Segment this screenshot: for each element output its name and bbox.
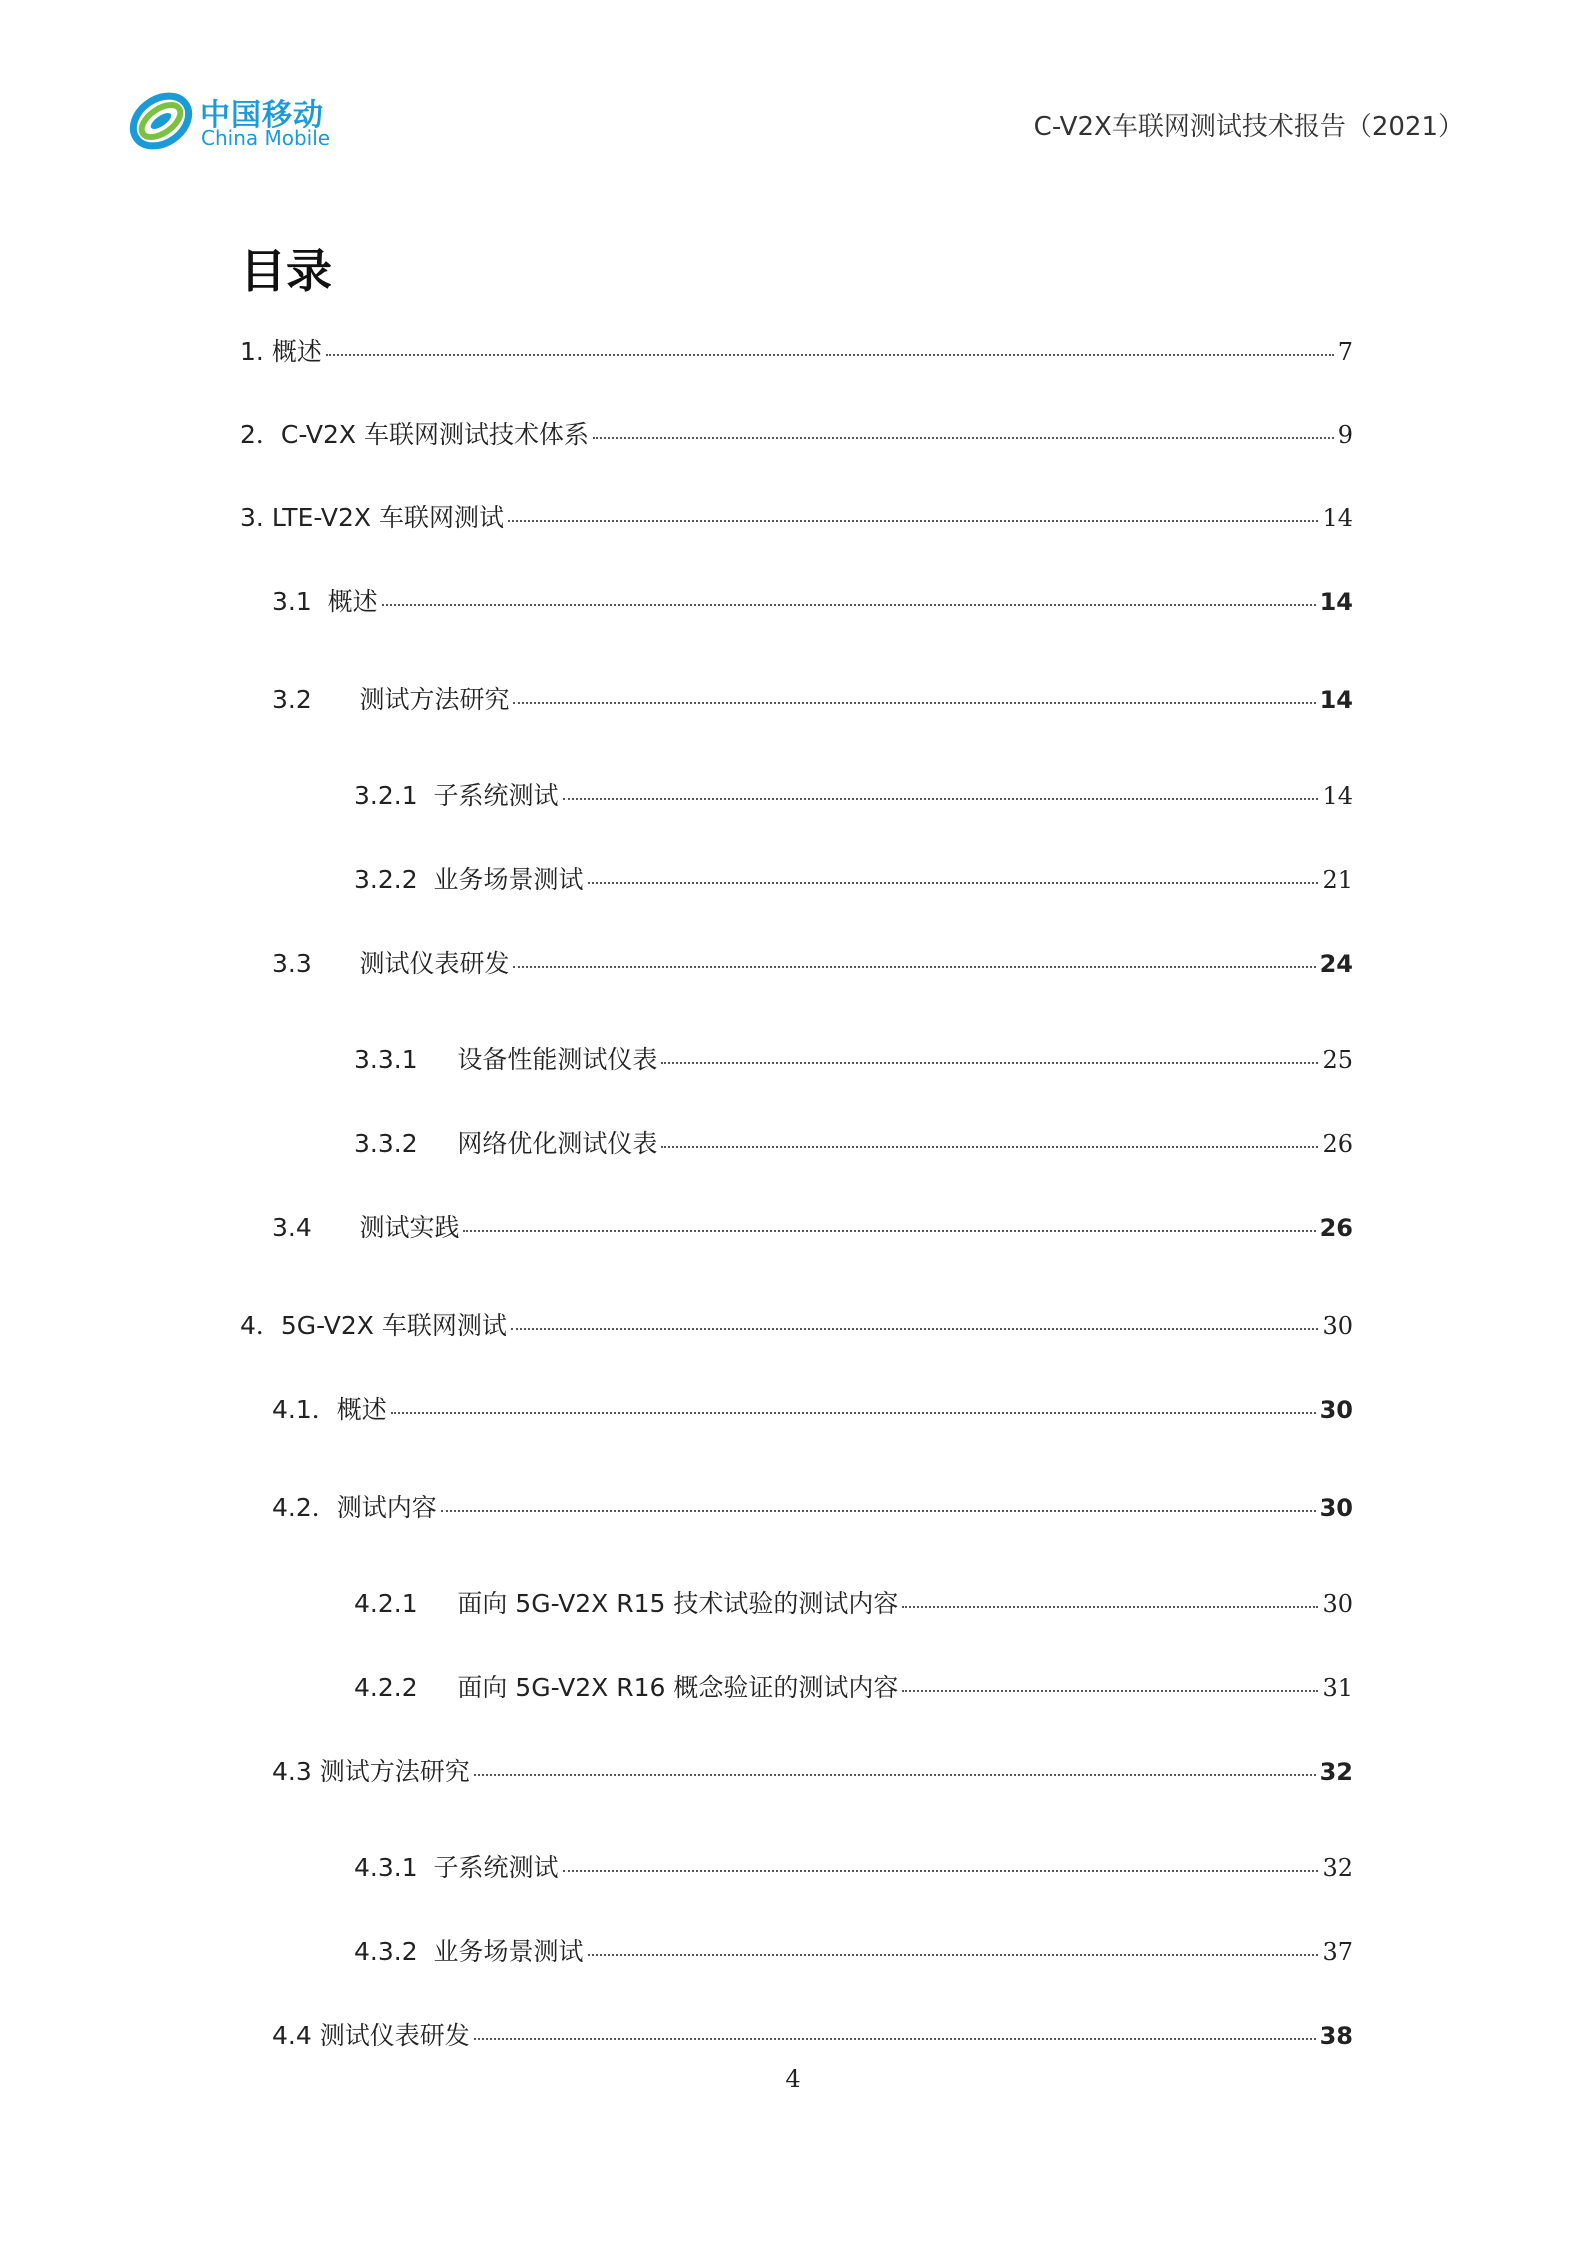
toc-leader-dots <box>463 1229 1315 1232</box>
toc-entry[interactable] <box>272 680 1353 720</box>
toc-entry-page: 31 <box>1322 1674 1353 1702</box>
toc-entry[interactable] <box>240 332 1353 372</box>
toc-entry-title: 概述 <box>327 587 378 616</box>
toc-entry-page: 32 <box>1319 1758 1353 1786</box>
toc-entry-title: 网络优化测试仪表 <box>457 1129 658 1158</box>
toc-leader-dots <box>511 1327 1319 1330</box>
toc-entry-title: C-V2X 车联网测试技术体系 <box>280 420 590 449</box>
logo-chinese-text: 中国移动 <box>200 98 324 133</box>
toc-entry-page: 14 <box>1319 588 1353 616</box>
toc-entry-number: 2． <box>240 420 281 449</box>
toc-leader-dots <box>441 1509 1316 1512</box>
toc-entry[interactable] <box>272 944 1353 984</box>
china-mobile-logo-icon <box>126 86 196 156</box>
page-header <box>0 0 1586 170</box>
toc-entry[interactable] <box>354 1668 1353 1708</box>
toc-entry[interactable] <box>354 776 1353 816</box>
toc-leader-dots <box>391 1411 1316 1414</box>
toc-entry-page: 37 <box>1322 1938 1353 1966</box>
toc-entry-page: 9 <box>1337 421 1353 449</box>
toc-leader-dots <box>563 797 1319 800</box>
toc-entry-number: 4.3.2 <box>354 1937 434 1966</box>
toc-entry[interactable] <box>240 498 1353 538</box>
toc-entry-number: 4． <box>240 1311 281 1340</box>
toc-entry-page: 30 <box>1319 1494 1353 1522</box>
toc-leader-dots <box>902 1605 1318 1608</box>
toc-entry-title: 5G-V2X 车联网测试 <box>280 1311 507 1340</box>
toc-entry[interactable] <box>272 1390 1353 1430</box>
toc-entry-number: 3.3.2 <box>354 1129 458 1158</box>
toc-leader-dots <box>661 1061 1318 1064</box>
toc-entry[interactable] <box>354 1584 1353 1624</box>
toc-entry-title: 业务场景测试 <box>433 865 584 894</box>
toc-entry-page: 26 <box>1319 1214 1353 1242</box>
toc-entry[interactable] <box>354 1040 1353 1080</box>
toc-entry-number: 4.2.2 <box>354 1673 458 1702</box>
toc-entry-page: 30 <box>1322 1590 1353 1618</box>
page-number: 4 <box>785 2065 801 2093</box>
toc-leader-dots <box>588 1953 1319 1956</box>
logo-english-text: China Mobile <box>201 126 331 150</box>
toc-entry[interactable] <box>354 1848 1353 1888</box>
toc-leader-dots <box>474 1773 1316 1776</box>
toc-entry-number: 1. <box>240 337 272 366</box>
toc-entry-number: 4.4 <box>272 2021 320 2050</box>
toc-entry-title: 子系统测试 <box>433 1853 559 1882</box>
toc-entry-number: 3.3 <box>272 949 360 978</box>
toc-entry-page: 30 <box>1322 1312 1353 1340</box>
toc-entry-number: 3.2 <box>272 685 360 714</box>
toc-entry-page: 24 <box>1319 950 1353 978</box>
toc-leader-dots <box>508 519 1318 522</box>
toc-leader-dots <box>593 436 1334 439</box>
toc-entry-number: 4.1． <box>272 1395 337 1424</box>
toc-leader-dots <box>513 701 1315 704</box>
toc-entry-page: 26 <box>1322 1130 1353 1158</box>
toc-leader-dots <box>563 1869 1319 1872</box>
toc-leader-dots <box>588 881 1319 884</box>
toc-entry-number: 3.4 <box>272 1213 360 1242</box>
toc-leader-dots <box>326 353 1334 356</box>
toc-entry-title: 面向 5G-V2X R15 技术试验的测试内容 <box>457 1589 899 1618</box>
toc-entry-title: 测试仪表研发 <box>359 949 510 978</box>
toc-entry[interactable] <box>240 415 1353 455</box>
toc-entry-title: 测试内容 <box>336 1493 437 1522</box>
toc-entry-page: 30 <box>1319 1396 1353 1424</box>
toc-entry-page: 14 <box>1322 504 1353 532</box>
toc-entry-title: 测试方法研究 <box>359 685 510 714</box>
toc-entry-title: 业务场景测试 <box>433 1937 584 1966</box>
document-title: C-V2X车联网测试技术报告（2021） <box>1033 112 1464 142</box>
toc-entry[interactable] <box>272 1208 1353 1248</box>
toc-entry-title: 测试方法研究 <box>319 1757 470 1786</box>
toc-entry-number: 4.2． <box>272 1493 337 1522</box>
toc-entry-number: 3. <box>240 503 272 532</box>
toc-entry[interactable] <box>272 1752 1353 1792</box>
toc-entry-page: 21 <box>1322 866 1353 894</box>
toc-entry[interactable] <box>272 582 1353 622</box>
toc-entry[interactable] <box>354 1932 1353 1972</box>
toc-leader-dots <box>902 1689 1318 1692</box>
toc-entry-number: 4.3 <box>272 1757 320 1786</box>
toc-entry-page: 14 <box>1319 686 1353 714</box>
toc-leader-dots <box>474 2037 1316 2040</box>
toc-entry-page: 7 <box>1337 338 1353 366</box>
toc-entry-number: 3.2.2 <box>354 865 434 894</box>
toc-entry-title: 概述 <box>271 337 322 366</box>
toc-entry-page: 14 <box>1322 782 1353 810</box>
china-mobile-logo <box>126 86 346 158</box>
toc-entry-title: 概述 <box>336 1395 387 1424</box>
toc-entry[interactable] <box>272 1488 1353 1528</box>
toc-entry[interactable] <box>240 1306 1353 1346</box>
toc-entry-title: 测试实践 <box>359 1213 460 1242</box>
toc-entry-page: 25 <box>1322 1046 1353 1074</box>
toc-entry-number: 4.2.1 <box>354 1589 458 1618</box>
toc-entry-title: 设备性能测试仪表 <box>457 1045 658 1074</box>
toc-entry[interactable] <box>354 1124 1353 1164</box>
toc-entry-page: 32 <box>1322 1854 1353 1882</box>
toc-leader-dots <box>382 603 1316 606</box>
toc-entry-number: 3.2.1 <box>354 781 434 810</box>
toc-heading: 目录 <box>240 244 332 298</box>
toc-entry-title: 面向 5G-V2X R16 概念验证的测试内容 <box>457 1673 899 1702</box>
toc-entry-title: LTE-V2X 车联网测试 <box>271 503 505 532</box>
toc-entry-number: 4.3.1 <box>354 1853 434 1882</box>
toc-entry[interactable] <box>354 860 1353 900</box>
toc-entry[interactable] <box>272 2016 1353 2056</box>
toc-entry-page: 38 <box>1319 2022 1353 2050</box>
toc-leader-dots <box>661 1145 1318 1148</box>
toc-leader-dots <box>513 965 1315 968</box>
toc-entry-title: 子系统测试 <box>433 781 559 810</box>
toc-entry-number: 3.3.1 <box>354 1045 458 1074</box>
toc-entry-title: 测试仪表研发 <box>319 2021 470 2050</box>
toc-entry-number: 3.1 <box>272 587 328 616</box>
